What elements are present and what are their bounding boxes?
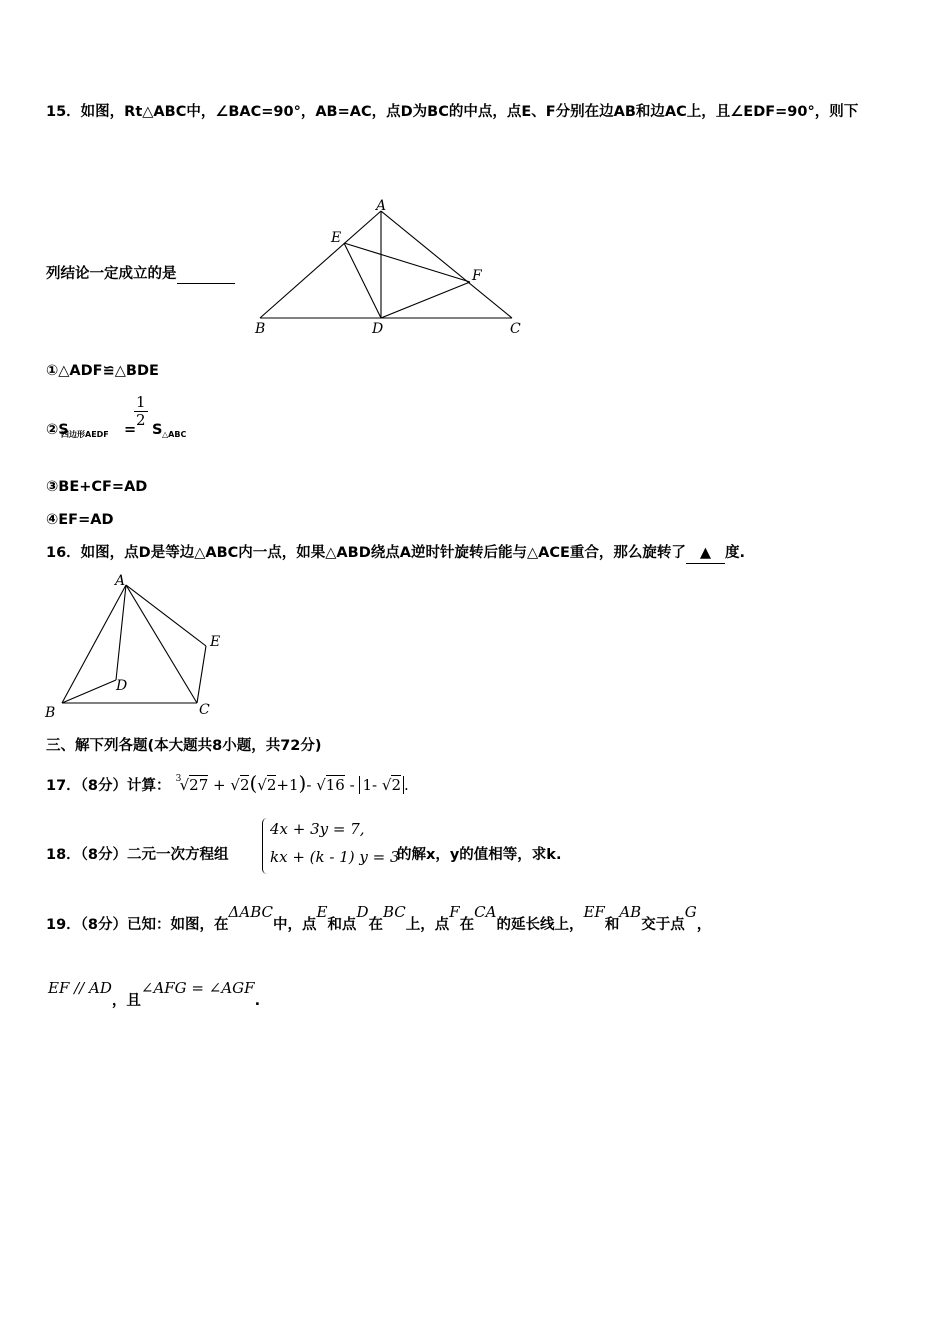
q15-label-B: B xyxy=(255,321,266,337)
q15-label-D: D xyxy=(372,321,384,337)
q17-end: . xyxy=(403,776,409,794)
q16-label-A: A xyxy=(115,573,126,589)
q15-option-1: ①△ADF≌△BDE xyxy=(46,363,159,379)
q17-root-index: 3 xyxy=(175,774,182,784)
q15-opt2-sub2: △ABC xyxy=(162,430,187,439)
q19-t1: 19．（8分）已知：如图，在 xyxy=(46,917,229,933)
q19-m3: D xyxy=(356,903,369,921)
q16-answer-blank: ▲ xyxy=(686,543,725,564)
q18-eq2: kx + (k - 1) y = 3 xyxy=(270,848,400,866)
section-3-heading: 三、解下列各题(本大题共8小题，共72分) xyxy=(46,738,322,754)
q17-lparen: ( xyxy=(249,771,258,795)
q19-m8: AB xyxy=(619,903,642,921)
q17-line xyxy=(46,773,409,796)
q19-m6: CA xyxy=(474,903,497,921)
q19-m7: EF xyxy=(583,903,605,921)
q17-minus1: - xyxy=(306,776,312,794)
q15-opt2-eq: = xyxy=(124,422,137,438)
q16-suffix: 度. xyxy=(725,545,746,561)
q15-line1: 15．如图，Rt△ABC中，∠BAC=90°，AB=AC，点D为BC的中点，点E、F分别在边AB和边AC上，且∠EDF=90°，则下 xyxy=(46,104,859,120)
q15-opt2-sub1: 四边形AEDF xyxy=(61,430,109,439)
q15-opt2-s: ②S xyxy=(46,422,69,438)
q15-label-A: A xyxy=(376,198,387,214)
q19-t12: . xyxy=(254,993,261,1009)
q16-question: 16．如图，点D是等边△ABC内一点，如果△ABD绕点A逆时针旋转后能与△ACE重合，那么旋转了 xyxy=(46,545,686,561)
q15-option-3: ③BE+CF=AD xyxy=(46,479,148,495)
q19-t2: 中，点 xyxy=(272,917,317,933)
q16-label-E: E xyxy=(210,634,221,650)
q15-label-F: F xyxy=(472,268,482,284)
q19-t5: 上，点 xyxy=(405,917,450,933)
q17-rparen: ) xyxy=(298,771,307,795)
q17-r2b: 2 xyxy=(266,776,277,794)
q19-t10: ， xyxy=(696,917,712,933)
q19-t6: 在 xyxy=(459,917,475,933)
q15-seg-BA xyxy=(260,211,381,318)
q19-m5: F xyxy=(449,903,460,921)
q15-seg-AC xyxy=(381,211,512,318)
q16-seg-AC xyxy=(126,585,197,703)
q19-t11: ，且 xyxy=(111,993,141,1009)
q19-m10: EF // AD xyxy=(48,979,112,997)
q18-eq1: 4x + 3y = 7, xyxy=(270,820,365,838)
q15-seg-ED xyxy=(344,243,381,318)
q15-opt2-fraction xyxy=(134,394,148,429)
q17-r16: 16 xyxy=(325,776,345,794)
q16-label-B: B xyxy=(45,705,56,721)
q17-minus2: - xyxy=(349,776,355,794)
q19-t3: 和点 xyxy=(327,917,357,933)
q19-m4: BC xyxy=(382,903,406,921)
q18-suffix: 的解x，y的值相等，求k. xyxy=(397,847,562,863)
q17-plus1: +1 xyxy=(276,776,299,794)
q18-text: 18．（8分）二元一次方程组 xyxy=(46,847,229,863)
q19-m2: E xyxy=(316,903,328,921)
q16-seg-EC xyxy=(197,646,206,703)
q18-brace xyxy=(262,818,267,874)
q16-text xyxy=(46,543,745,564)
q15-opt2-den: 2 xyxy=(136,411,146,429)
q16-label-C: C xyxy=(199,702,210,718)
q17-prefix: 17．（8分）计算： xyxy=(46,778,171,794)
q16-seg-BD xyxy=(62,680,116,703)
q17-plus: + xyxy=(213,776,226,794)
q19-m1: ΔABC xyxy=(228,903,273,921)
q17-abs-a: 1- xyxy=(362,776,378,794)
q19-m9: G xyxy=(684,903,697,921)
q15-opt2-s2: S xyxy=(152,422,163,438)
q15-label-E: E xyxy=(331,230,342,246)
q19-m11: ∠AFG = ∠AGF xyxy=(140,979,255,997)
q19-t4: 在 xyxy=(368,917,383,933)
q16-seg-AD xyxy=(116,585,126,680)
q19-t9: 交于点 xyxy=(641,917,685,933)
q16-label-D: D xyxy=(116,678,128,694)
q15-seg-EF xyxy=(344,243,470,282)
q17-r27: 27 xyxy=(189,776,209,794)
q19-t7: 的延长线上， xyxy=(496,917,584,933)
q19-line2 xyxy=(48,979,261,1011)
q15-line2-text: 列结论一定成立的是 xyxy=(46,266,177,282)
q15-option-4: ④EF=AD xyxy=(46,512,114,528)
q17-expression: 3 √27 + √2(√2+1)- √16 - 1- √2 . xyxy=(175,771,409,795)
q19-line1 xyxy=(46,903,712,935)
q17-r2a: 2 xyxy=(239,776,250,794)
q17-r2c: 2 xyxy=(391,776,401,794)
q16-seg-AE xyxy=(126,585,206,646)
q15-opt2-num: 1 xyxy=(136,393,146,411)
q19-t8: 和 xyxy=(604,917,620,933)
q15-label-C: C xyxy=(510,321,521,337)
q15-seg-DF xyxy=(381,282,470,318)
